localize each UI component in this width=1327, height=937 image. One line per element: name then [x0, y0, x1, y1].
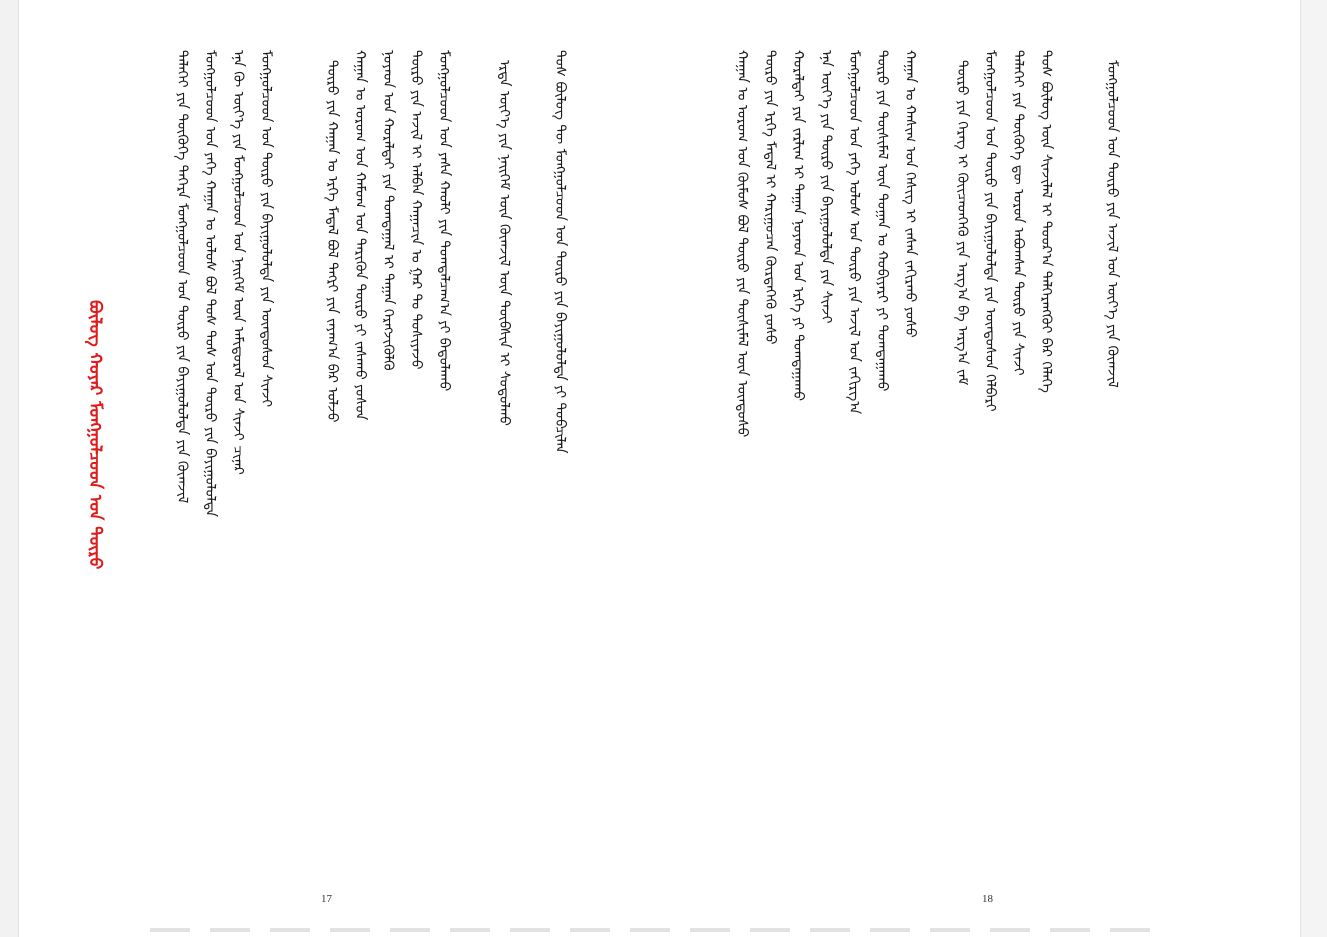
text-column: ᠲᠤᠰ ᠪᠦᠯᠦᠭ ᠦᠨ ᠰᠢᠨᠵᠢᠯᠡᠯ ᠢ ᠳᠣᠣᠷ᠎ᠠ ᠳᠡᠯᠭᠡᠷᠡᠩᠭᠦᠢ ᠪᠠᠷ ᠬᠡᠯᠡᠭᠡ	[1038, 50, 1054, 393]
text-column: ᠬᠠᠭᠠᠨ ᠤ ᠤᠷᠤᠭ ᠤᠨ ᠬᠦᠮᠦᠰ ᠪᠣᠯ ᠲᠥᠷᠦ ᠶᠢᠨ ᠲᠦᠰᠢᠮᠡᠯ ᠦᠨ ᠦᠨᠳᠦᠰᠦ	[734, 50, 750, 438]
text-column: ᠬᠤᠷᠠᠯᠳᠠᠢ ᠶᠢᠨ ᠵᠠᠷᠯᠢᠭ ᠢ ᠳᠠᠭᠠᠨ ᠨᠣᠶᠠᠳ ᠤᠨ ᠡᠷᠬᠡ ᠶᠢ ᠲᠣᠭᠲᠠᠭᠠᠬᠤ	[790, 50, 806, 401]
text-column: ᠬᠠᠭᠠᠨ ᠤ ᠤᠷᠤᠭ ᠤᠨ ᠬᠠᠮᠤᠭ ᠤᠨ ᠲᠡᠷᠢᠭᠦᠨ ᠲᠥᠷᠦ ᠶᠢ ᠵᠠᠰᠠᠬᠤ ᠶᠤᠰᠤᠨ	[352, 50, 368, 421]
page-number: 17	[321, 893, 332, 905]
text-column: ᠲᠥᠷᠦ ᠶᠢᠨ ᠠᠵᠢᠯ ᠢ ᠠᠯᠪᠠᠨ ᠬᠠᠭᠠᠴᠢᠨ ᠤ ᠭᠠᠷ ᠲᠤ ᠲᠤᠰᠢᠶᠠᠵᠤ	[408, 50, 424, 370]
text-column: ᠡᠷᠲᠡ ᠦᠶ᠎ᠡ ᠶᠢᠨ ᠨᠡᠢᠭᠡᠮ ᠦᠨ ᠬᠦᠭ᠍ᠵᠢᠯ ᠦᠨ ᠲᠦᠪᠰᠢᠨ ᠢ ᠰᠤᠳᠤᠯᠬᠤ	[496, 60, 512, 426]
text-column: ᠮᠣᠩᠭᠣᠯᠴᠤᠳ ᠤᠨ ᠲᠥᠷᠦ ᠶᠢᠨ ᠪᠠᠶᠢᠭᠤᠯᠤᠯᠲᠠ ᠶᠢᠨ ᠦᠨᠳᠦᠰᠦᠨ ᠬᠡᠯᠪᠡᠷᠢ	[982, 50, 998, 412]
text-column: ᠨᠣᠶᠠᠳ ᠤᠨ ᠬᠤᠷᠠᠯᠳᠠᠢ ᠶᠢᠨ ᠲᠣᠭᠲᠠᠭᠠᠯ ᠢ ᠳᠠᠭᠠᠨ ᠬᠡᠷᠡᠭᠵᠢᠭᠦᠯᠬᠦ	[380, 50, 396, 371]
text-column: ᠳᠡᠯᠡᠬᠡᠢ ᠶᠢᠨ ᠲᠦᠭᠦᠬᠡ ᠳᠦ ᠣᠷᠣᠨ ᠠᠪᠤᠭᠰᠠᠨ ᠲᠥᠷᠦ ᠶᠢᠨ ᠰᠢᠨᠵᠢ	[1010, 50, 1026, 376]
text-column: ᠮᠣᠩᠭᠣᠯᠴᠤᠳ ᠤᠨ ᠶᠡᠬᠡ ᠤᠯᠤᠰ ᠤᠨ ᠲᠥᠷᠦ ᠶᠢᠨ ᠠᠵᠢᠯ ᠤᠨ ᠵᠠᠬᠢᠷᠭ᠎ᠠ	[846, 50, 862, 415]
text-column: ᠮᠣᠩᠭᠣᠯᠴᠤᠳ ᠤᠨ ᠶᠠᠰᠠ ᠬᠠᠤᠯᠢ ᠶᠢᠨ ᠲᠣᠭᠲᠠᠯᠴᠠᠭ᠎ᠠ ᠶᠢ ᠪᠠᠲᠤᠯᠠᠬᠤ	[436, 50, 452, 392]
text-column: ᠲᠤᠰ ᠪᠦᠯᠦᠭ ᠲᠦ ᠮᠣᠩᠭᠣᠯᠴᠤᠳ ᠤᠨ ᠲᠥᠷᠦ ᠶᠢᠨ ᠪᠠᠶᠢᠭᠤᠯᠤᠯᠲᠠ ᠶᠢ ᠲᠣᠪᠴᠢᠯᠠᠨ	[552, 50, 568, 454]
text-column: ᠲᠥᠷᠦ ᠶᠢᠨ ᠲᠦᠰᠢᠮᠡᠯ ᠦᠨ ᠲᠣᠭᠠᠨ ᠤ ᠬᠤᠪᠢᠶᠠᠷᠢ ᠶᠢ ᠲᠣᠭᠲᠠᠭᠠᠬᠤ	[874, 50, 890, 392]
left-page	[18, 0, 638, 937]
text-column: ᠲᠥᠷᠦ ᠶᠢᠨ ᠬᠡᠷᠡᠭ ᠢ ᠭᠦᠢᠴᠡᠳᠬᠡᠬᠦ ᠶᠢᠨ ᠠᠷᠭ᠎ᠠ ᠪᠠ ᠠᠷᠭ᠎ᠠ ᠵᠠᠮ	[954, 60, 970, 386]
right-page	[660, 0, 1300, 937]
text-column: ᠬᠠᠭᠠᠨ ᠤ ᠬᠠᠰᠢᠭ ᠤᠨ ᠬᠡᠰᠢᠭ ᠢ ᠵᠠᠰᠠᠨ ᠵᠠᠬᠢᠷᠬᠤ ᠶᠣᠰᠤ	[902, 50, 918, 338]
text-column: ᠳᠡᠯᠡᠬᠡᠢ ᠶᠢᠨ ᠲᠦᠭᠦᠬᠡ ᠳᠡᠭᠡᠷᠡ ᠮᠣᠩᠭᠣᠯᠴᠤᠳ ᠤᠨ ᠲᠥᠷᠦ ᠶᠢᠨ ᠪᠠᠶᠢᠭᠤᠯᠤᠯᠲᠠ ᠶᠢᠨ ᠬᠦᠭ᠍ᠵᠢᠯ	[174, 50, 190, 504]
text-column: ᠮᠣᠩᠭᠣᠯᠴᠤᠳ ᠤᠨ ᠲᠥᠷᠦ ᠶᠢᠨ ᠪᠠᠶᠢᠭᠤᠯᠤᠯᠲᠠ ᠶᠢᠨ ᠦᠨᠳᠦᠰᠦᠨ ᠰᠢᠨᠵᠢ	[258, 50, 274, 408]
text-column: ᠲᠥᠷᠦ ᠶᠢᠨ ᠬᠠᠭᠠᠨ ᠤ ᠡᠷᠬᠡ ᠮᠡᠳᠡᠯ ᠪᠣᠯ ᠲᠡᠭᠷᠢ ᠶᠢᠨ ᠵᠠᠶᠠᠭ᠎ᠠ ᠪᠠᠷ ᠣᠯᠵᠤ	[324, 60, 340, 423]
text-column: ᠲᠥᠷᠦ ᠶᠢᠨ ᠡᠷᠬᠡ ᠮᠡᠳᠡᠯ ᠢ ᠬᠠᠷᠢᠭᠤᠴᠠᠨ ᠬᠦᠷᠲᠡᠭᠡᠬᠦ ᠶᠣᠰᠤ	[762, 50, 778, 345]
text-column: ᠮᠣᠩᠭᠣᠯᠴᠤᠳ ᠤᠨ ᠶᠡᠬᠡ ᠬᠠᠭᠠᠨ ᠤ ᠤᠯᠤᠰ ᠪᠣᠯ ᠲᠤᠰ ᠲᠤᠰ ᠤᠨ ᠲᠥᠷᠦ ᠶᠢᠨ ᠪᠠᠶᠢᠭᠤᠯᠤᠯᠲᠠ	[202, 50, 218, 517]
text-column: ᠡᠨᠡ ᠬᠦ ᠦᠶ᠎ᠡ ᠶᠢᠨ ᠮᠣᠩᠭᠣᠯᠴᠤᠳ ᠤᠨ ᠨᠡᠢᠭᠡᠮ ᠦᠨ ᠠᠮᠢᠳᠤᠷᠠᠯ ᠤᠨ ᠰᠢᠨᠵᠢ ᠴᠢᠨᠠᠷ	[230, 50, 246, 475]
chapter-heading: ᠪᠦᠯᠦᠭ᠌ ᠬᠣᠶᠠᠷ ᠮᠣᠩᠭᠣᠯᠴᠤᠳ ᠤᠨ ᠲᠦᠷᠦ	[85, 300, 105, 570]
bottom-shadow	[150, 928, 1150, 932]
right-page-edge	[1300, 0, 1327, 937]
text-column: ᠡᠨᠡ ᠦᠶ᠎ᠡ ᠶᠢᠨ ᠲᠥᠷᠦ ᠶᠢᠨ ᠪᠠᠶᠢᠭᠤᠯᠤᠯᠲᠠ ᠶᠢᠨ ᠰᠢᠨᠵᠢ	[818, 50, 834, 324]
text-column: ᠮᠣᠩᠭᠣᠯᠴᠤᠳ ᠤᠨ ᠲᠥᠷᠦ ᠶᠢᠨ ᠠᠵᠢᠯ ᠤᠨ ᠦᠶ᠎ᠡ ᠶᠢᠨ ᠬᠦᠭ᠍ᠵᠢᠯ	[1104, 60, 1120, 388]
page-number: 18	[982, 893, 993, 905]
left-page-edge	[0, 0, 19, 937]
